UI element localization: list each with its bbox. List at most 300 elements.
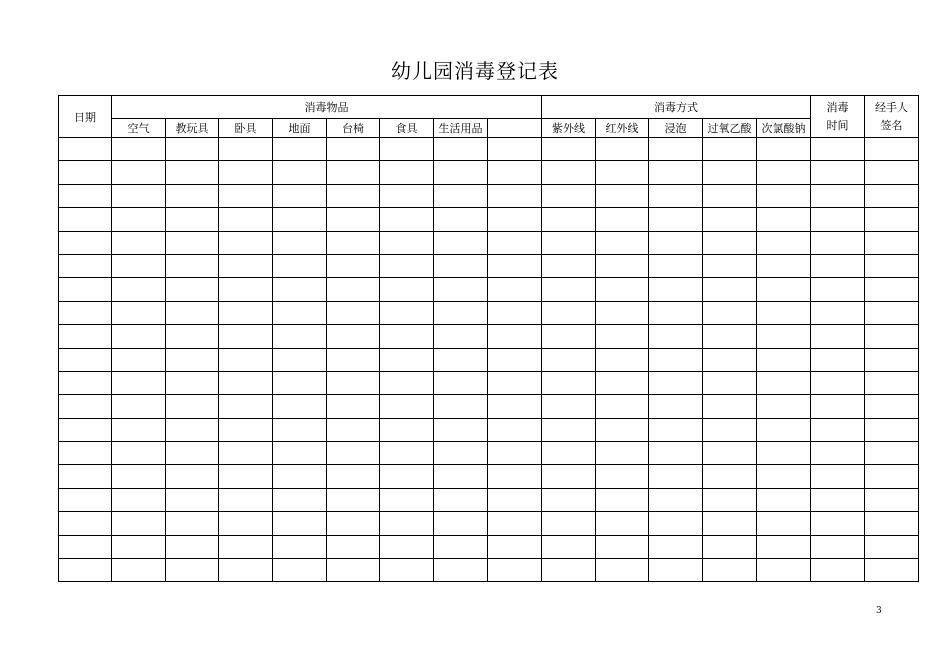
table-cell bbox=[166, 395, 219, 418]
table-cell bbox=[219, 208, 273, 231]
table-cell bbox=[811, 371, 865, 394]
table-cell bbox=[327, 395, 380, 418]
table-cell bbox=[757, 348, 811, 371]
table-cell bbox=[703, 208, 757, 231]
table-cell bbox=[703, 301, 757, 324]
table-cell bbox=[811, 348, 865, 371]
table-cell bbox=[434, 442, 488, 465]
table-cell bbox=[811, 442, 865, 465]
table-cell bbox=[542, 325, 596, 348]
table-cell bbox=[865, 231, 919, 254]
table-cell bbox=[703, 231, 757, 254]
table-cell bbox=[649, 325, 703, 348]
table-cell bbox=[865, 184, 919, 207]
table-cell bbox=[219, 395, 273, 418]
table-cell bbox=[219, 371, 273, 394]
table-cell bbox=[380, 371, 434, 394]
method-header-uv: 紫外线 bbox=[542, 119, 596, 138]
header-row-2 bbox=[59, 119, 919, 138]
table-row bbox=[59, 535, 919, 558]
table-cell bbox=[811, 488, 865, 511]
table-cell bbox=[166, 512, 219, 535]
table-cell bbox=[865, 465, 919, 488]
table-cell bbox=[596, 418, 649, 441]
table-cell bbox=[703, 559, 757, 582]
table-cell bbox=[380, 348, 434, 371]
table-cell bbox=[327, 418, 380, 441]
table-row bbox=[59, 325, 919, 348]
table-cell bbox=[327, 184, 380, 207]
table-cell bbox=[757, 395, 811, 418]
table-cell bbox=[166, 535, 219, 558]
table-cell bbox=[59, 278, 112, 301]
table-cell bbox=[434, 208, 488, 231]
table-cell bbox=[703, 161, 757, 184]
table-cell bbox=[112, 231, 166, 254]
table-cell bbox=[757, 138, 811, 161]
table-cell bbox=[757, 442, 811, 465]
table-cell bbox=[273, 278, 327, 301]
table-cell bbox=[112, 254, 166, 277]
table-cell bbox=[542, 348, 596, 371]
table-cell bbox=[380, 254, 434, 277]
table-cell bbox=[649, 418, 703, 441]
table-cell bbox=[542, 278, 596, 301]
table-cell bbox=[273, 138, 327, 161]
table-cell bbox=[757, 371, 811, 394]
table-cell bbox=[649, 301, 703, 324]
table-cell bbox=[488, 254, 542, 277]
table-cell bbox=[380, 138, 434, 161]
table-cell bbox=[865, 395, 919, 418]
table-cell bbox=[649, 161, 703, 184]
table-cell bbox=[273, 418, 327, 441]
item-header-bedding: 卧具 bbox=[219, 119, 273, 138]
table-cell bbox=[434, 371, 488, 394]
table-cell bbox=[112, 442, 166, 465]
table-cell bbox=[166, 371, 219, 394]
table-cell bbox=[488, 325, 542, 348]
table-cell bbox=[273, 301, 327, 324]
table-cell bbox=[865, 512, 919, 535]
table-cell bbox=[219, 559, 273, 582]
table-cell bbox=[542, 465, 596, 488]
table-cell bbox=[434, 348, 488, 371]
method-header-infrared: 红外线 bbox=[596, 119, 649, 138]
table-row bbox=[59, 254, 919, 277]
table-cell bbox=[649, 559, 703, 582]
table-cell bbox=[596, 395, 649, 418]
disinfection-register-table bbox=[58, 95, 919, 582]
table-cell bbox=[703, 348, 757, 371]
table-cell bbox=[59, 301, 112, 324]
table-cell bbox=[112, 418, 166, 441]
table-cell bbox=[380, 465, 434, 488]
table-cell bbox=[112, 395, 166, 418]
table-cell bbox=[865, 442, 919, 465]
table-cell bbox=[649, 184, 703, 207]
table-cell bbox=[757, 208, 811, 231]
table-cell bbox=[596, 559, 649, 582]
table-cell bbox=[380, 395, 434, 418]
table-cell bbox=[757, 418, 811, 441]
table-cell bbox=[596, 231, 649, 254]
table-cell bbox=[542, 442, 596, 465]
table-cell bbox=[327, 301, 380, 324]
table-row bbox=[59, 465, 919, 488]
table-cell bbox=[596, 488, 649, 511]
table-cell bbox=[327, 231, 380, 254]
table-cell bbox=[542, 138, 596, 161]
page-number: 3 bbox=[876, 606, 882, 616]
table-cell bbox=[219, 301, 273, 324]
table-cell bbox=[811, 278, 865, 301]
table-cell bbox=[112, 138, 166, 161]
table-cell bbox=[273, 254, 327, 277]
table-cell bbox=[59, 418, 112, 441]
table-cell bbox=[327, 535, 380, 558]
table-cell bbox=[59, 325, 112, 348]
table-cell bbox=[542, 161, 596, 184]
table-cell bbox=[219, 535, 273, 558]
table-cell bbox=[327, 208, 380, 231]
table-cell bbox=[757, 559, 811, 582]
table-cell bbox=[327, 348, 380, 371]
table-cell bbox=[327, 488, 380, 511]
table-row bbox=[59, 512, 919, 535]
table-cell bbox=[757, 161, 811, 184]
table-cell bbox=[542, 231, 596, 254]
table-cell bbox=[811, 535, 865, 558]
table-row bbox=[59, 301, 919, 324]
table-cell bbox=[219, 254, 273, 277]
table-cell bbox=[865, 488, 919, 511]
table-cell bbox=[865, 325, 919, 348]
table-cell bbox=[166, 278, 219, 301]
table-cell bbox=[434, 559, 488, 582]
table-cell bbox=[380, 184, 434, 207]
table-cell bbox=[649, 208, 703, 231]
table-cell bbox=[380, 161, 434, 184]
table-cell bbox=[59, 488, 112, 511]
table-cell bbox=[273, 465, 327, 488]
table-cell bbox=[649, 465, 703, 488]
table-cell bbox=[112, 348, 166, 371]
table-cell bbox=[542, 301, 596, 324]
table-cell bbox=[757, 301, 811, 324]
header-row-1 bbox=[59, 96, 919, 119]
table-cell bbox=[865, 254, 919, 277]
table-cell bbox=[166, 254, 219, 277]
table-cell bbox=[488, 535, 542, 558]
table-cell bbox=[865, 161, 919, 184]
table-cell bbox=[488, 231, 542, 254]
table-cell bbox=[649, 442, 703, 465]
table-cell bbox=[273, 325, 327, 348]
table-cell bbox=[488, 465, 542, 488]
table-cell bbox=[488, 278, 542, 301]
table-cell bbox=[112, 278, 166, 301]
table-cell bbox=[811, 559, 865, 582]
table-cell bbox=[434, 488, 488, 511]
table-cell bbox=[703, 325, 757, 348]
table-cell bbox=[757, 465, 811, 488]
table-cell bbox=[273, 442, 327, 465]
table-cell bbox=[811, 301, 865, 324]
table-cell bbox=[865, 371, 919, 394]
table-cell bbox=[811, 418, 865, 441]
table-cell bbox=[703, 278, 757, 301]
table-cell bbox=[327, 254, 380, 277]
table-cell bbox=[596, 138, 649, 161]
table-cell bbox=[59, 442, 112, 465]
table-cell bbox=[488, 184, 542, 207]
table-cell bbox=[59, 512, 112, 535]
table-cell bbox=[542, 254, 596, 277]
table-cell bbox=[273, 208, 327, 231]
table-cell bbox=[703, 442, 757, 465]
table-cell bbox=[703, 371, 757, 394]
time-header-line2: 时间 bbox=[826, 118, 849, 132]
table-cell bbox=[327, 465, 380, 488]
table-cell bbox=[596, 184, 649, 207]
table-cell bbox=[219, 465, 273, 488]
table-cell bbox=[596, 254, 649, 277]
table-cell bbox=[703, 418, 757, 441]
table-cell bbox=[273, 231, 327, 254]
table-cell bbox=[434, 325, 488, 348]
table-cell bbox=[596, 348, 649, 371]
table-cell bbox=[434, 278, 488, 301]
table-cell bbox=[273, 512, 327, 535]
table-cell bbox=[865, 301, 919, 324]
table-cell bbox=[865, 138, 919, 161]
method-header-peracetic-acid: 过氧乙酸 bbox=[703, 119, 757, 138]
table-cell bbox=[542, 535, 596, 558]
table-cell bbox=[273, 535, 327, 558]
table-cell bbox=[112, 512, 166, 535]
table-cell bbox=[649, 231, 703, 254]
table-cell bbox=[434, 138, 488, 161]
table-cell bbox=[811, 184, 865, 207]
table-cell bbox=[434, 231, 488, 254]
method-header-soak: 浸泡 bbox=[649, 119, 703, 138]
table-cell bbox=[596, 465, 649, 488]
table-cell bbox=[327, 559, 380, 582]
disinfection-time-header bbox=[811, 96, 865, 138]
table-cell bbox=[649, 535, 703, 558]
item-header-toys: 教玩具 bbox=[166, 119, 219, 138]
table-cell bbox=[327, 371, 380, 394]
table-cell bbox=[542, 512, 596, 535]
table-cell bbox=[273, 559, 327, 582]
table-cell bbox=[434, 254, 488, 277]
table-cell bbox=[703, 184, 757, 207]
table-cell bbox=[811, 231, 865, 254]
table-cell bbox=[488, 161, 542, 184]
table-cell bbox=[865, 348, 919, 371]
table-cell bbox=[59, 395, 112, 418]
table-row bbox=[59, 559, 919, 582]
item-header-tableware: 食具 bbox=[380, 119, 434, 138]
table-cell bbox=[434, 465, 488, 488]
table-cell bbox=[865, 535, 919, 558]
table-cell bbox=[703, 488, 757, 511]
table-cell bbox=[219, 512, 273, 535]
table-cell bbox=[166, 184, 219, 207]
table-cell bbox=[166, 301, 219, 324]
table-cell bbox=[649, 254, 703, 277]
table-row bbox=[59, 208, 919, 231]
table-cell bbox=[273, 161, 327, 184]
item-header-tables-chairs: 台椅 bbox=[327, 119, 380, 138]
table-cell bbox=[811, 138, 865, 161]
table-cell bbox=[219, 325, 273, 348]
table-cell bbox=[59, 559, 112, 582]
table-cell bbox=[327, 278, 380, 301]
table-cell bbox=[488, 138, 542, 161]
table-row bbox=[59, 184, 919, 207]
table-cell bbox=[166, 161, 219, 184]
table-cell bbox=[757, 254, 811, 277]
table-cell bbox=[757, 231, 811, 254]
table-cell bbox=[434, 512, 488, 535]
table-cell bbox=[219, 138, 273, 161]
table-cell bbox=[757, 488, 811, 511]
table-cell bbox=[757, 512, 811, 535]
table-cell bbox=[811, 254, 865, 277]
table-cell bbox=[488, 301, 542, 324]
table-cell bbox=[166, 138, 219, 161]
table-cell bbox=[434, 418, 488, 441]
table-cell bbox=[166, 418, 219, 441]
table-cell bbox=[596, 301, 649, 324]
item-header-blank bbox=[488, 119, 542, 138]
table-cell bbox=[112, 488, 166, 511]
table-cell bbox=[649, 488, 703, 511]
table-cell bbox=[542, 208, 596, 231]
table-cell bbox=[757, 325, 811, 348]
table-cell bbox=[59, 254, 112, 277]
table-cell bbox=[703, 254, 757, 277]
table-row bbox=[59, 278, 919, 301]
table-cell bbox=[703, 138, 757, 161]
method-header-sodium-hypochlorite: 次氯酸钠 bbox=[757, 119, 811, 138]
table-cell bbox=[703, 465, 757, 488]
table-cell bbox=[112, 161, 166, 184]
handler-header-line2: 签名 bbox=[880, 118, 903, 132]
table-cell bbox=[59, 184, 112, 207]
table-cell bbox=[542, 395, 596, 418]
table-cell bbox=[112, 559, 166, 582]
table-cell bbox=[488, 488, 542, 511]
table-cell bbox=[596, 371, 649, 394]
table-cell bbox=[811, 208, 865, 231]
table-cell bbox=[219, 348, 273, 371]
document-title: 幼儿园消毒登记表 bbox=[391, 59, 559, 83]
table-cell bbox=[649, 348, 703, 371]
table-cell bbox=[811, 161, 865, 184]
table-row bbox=[59, 395, 919, 418]
table-cell bbox=[488, 442, 542, 465]
table-cell bbox=[703, 512, 757, 535]
table-cell bbox=[542, 488, 596, 511]
table-cell bbox=[596, 161, 649, 184]
table-cell bbox=[380, 512, 434, 535]
table-cell bbox=[273, 348, 327, 371]
table-cell bbox=[703, 395, 757, 418]
table-cell bbox=[166, 442, 219, 465]
table-cell bbox=[219, 418, 273, 441]
table-cell bbox=[865, 208, 919, 231]
table-cell bbox=[380, 535, 434, 558]
table-cell bbox=[703, 535, 757, 558]
table-cell bbox=[380, 301, 434, 324]
table-cell bbox=[649, 395, 703, 418]
table-cell bbox=[380, 231, 434, 254]
table-cell bbox=[380, 325, 434, 348]
table-row bbox=[59, 371, 919, 394]
table-cell bbox=[327, 161, 380, 184]
table-cell bbox=[59, 371, 112, 394]
table-cell bbox=[166, 348, 219, 371]
table-cell bbox=[596, 442, 649, 465]
table-cell bbox=[434, 161, 488, 184]
table-cell bbox=[59, 138, 112, 161]
table-cell bbox=[112, 208, 166, 231]
table-cell bbox=[273, 371, 327, 394]
table-cell bbox=[59, 231, 112, 254]
table-cell bbox=[596, 208, 649, 231]
table-cell bbox=[219, 488, 273, 511]
table-cell bbox=[649, 371, 703, 394]
table-cell bbox=[166, 465, 219, 488]
table-cell bbox=[488, 512, 542, 535]
table-cell bbox=[865, 278, 919, 301]
table-cell bbox=[273, 488, 327, 511]
table-cell bbox=[434, 535, 488, 558]
table-cell bbox=[380, 418, 434, 441]
methods-group-header: 消毒方式 bbox=[542, 96, 811, 119]
table-cell bbox=[112, 535, 166, 558]
table-cell bbox=[219, 184, 273, 207]
items-group-header: 消毒物品 bbox=[112, 96, 542, 119]
table-cell bbox=[380, 488, 434, 511]
table-cell bbox=[596, 278, 649, 301]
table-cell bbox=[219, 231, 273, 254]
table-cell bbox=[273, 395, 327, 418]
table-cell bbox=[59, 208, 112, 231]
table-cell bbox=[59, 161, 112, 184]
table-cell bbox=[542, 418, 596, 441]
table-row bbox=[59, 348, 919, 371]
table-cell bbox=[327, 442, 380, 465]
table-cell bbox=[380, 442, 434, 465]
table-cell bbox=[865, 418, 919, 441]
table-cell bbox=[811, 395, 865, 418]
table-cell bbox=[542, 184, 596, 207]
table-cell bbox=[327, 138, 380, 161]
table-cell bbox=[434, 395, 488, 418]
table-cell bbox=[327, 325, 380, 348]
table-cell bbox=[166, 325, 219, 348]
item-header-daily-supplies: 生活用品 bbox=[434, 119, 488, 138]
table-cell bbox=[112, 325, 166, 348]
table-cell bbox=[380, 278, 434, 301]
table-cell bbox=[59, 535, 112, 558]
table-cell bbox=[542, 559, 596, 582]
table-cell bbox=[811, 325, 865, 348]
